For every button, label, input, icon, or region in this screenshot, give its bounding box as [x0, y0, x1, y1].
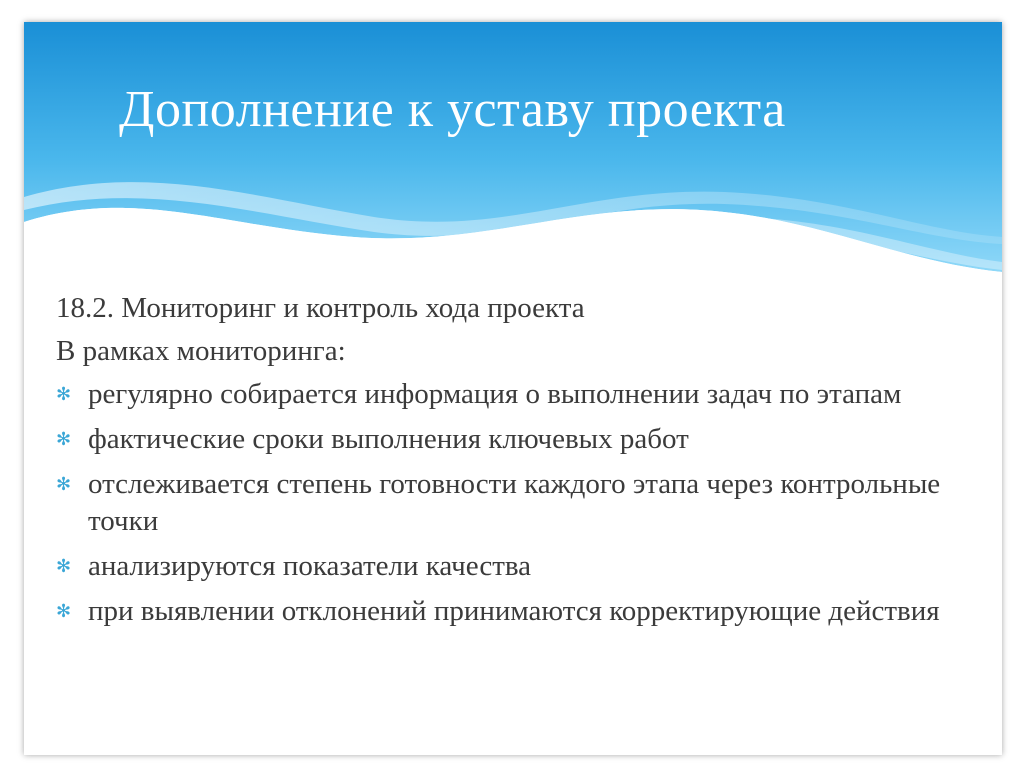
asterisk-bullet-icon: ✻ [56, 556, 72, 577]
asterisk-bullet-icon: ✻ [56, 384, 72, 405]
list-item [56, 376, 976, 413]
bullet-list [56, 376, 976, 630]
list-item [56, 593, 976, 630]
list-item [56, 548, 976, 585]
list-item-text: отслеживается степень готовности каждого этапа через контрольные точки [88, 468, 941, 537]
list-item-text: регулярно собирается информация о выполнении задач по этапам [88, 378, 902, 410]
asterisk-bullet-icon: ✻ [56, 429, 72, 450]
section-heading: 18.2. Мониторинг и контроль хода проекта [56, 292, 585, 324]
list-item [56, 466, 976, 540]
wave-header-background [24, 22, 1002, 312]
slide [24, 22, 1002, 755]
slide-body [56, 290, 976, 638]
asterisk-bullet-icon: ✻ [56, 474, 72, 495]
list-item [56, 421, 976, 458]
list-item-text: при выявлении отклонений принимаются корректирующие действия [88, 595, 940, 627]
intro-text: В рамках мониторинга: [56, 335, 346, 367]
asterisk-bullet-icon: ✻ [56, 601, 72, 622]
list-item-text: фактические сроки выполнения ключевых работ [88, 423, 689, 455]
slide-title: Дополнение к уставу проекта [119, 81, 786, 138]
list-item-text: анализируются показатели качества [88, 550, 532, 582]
